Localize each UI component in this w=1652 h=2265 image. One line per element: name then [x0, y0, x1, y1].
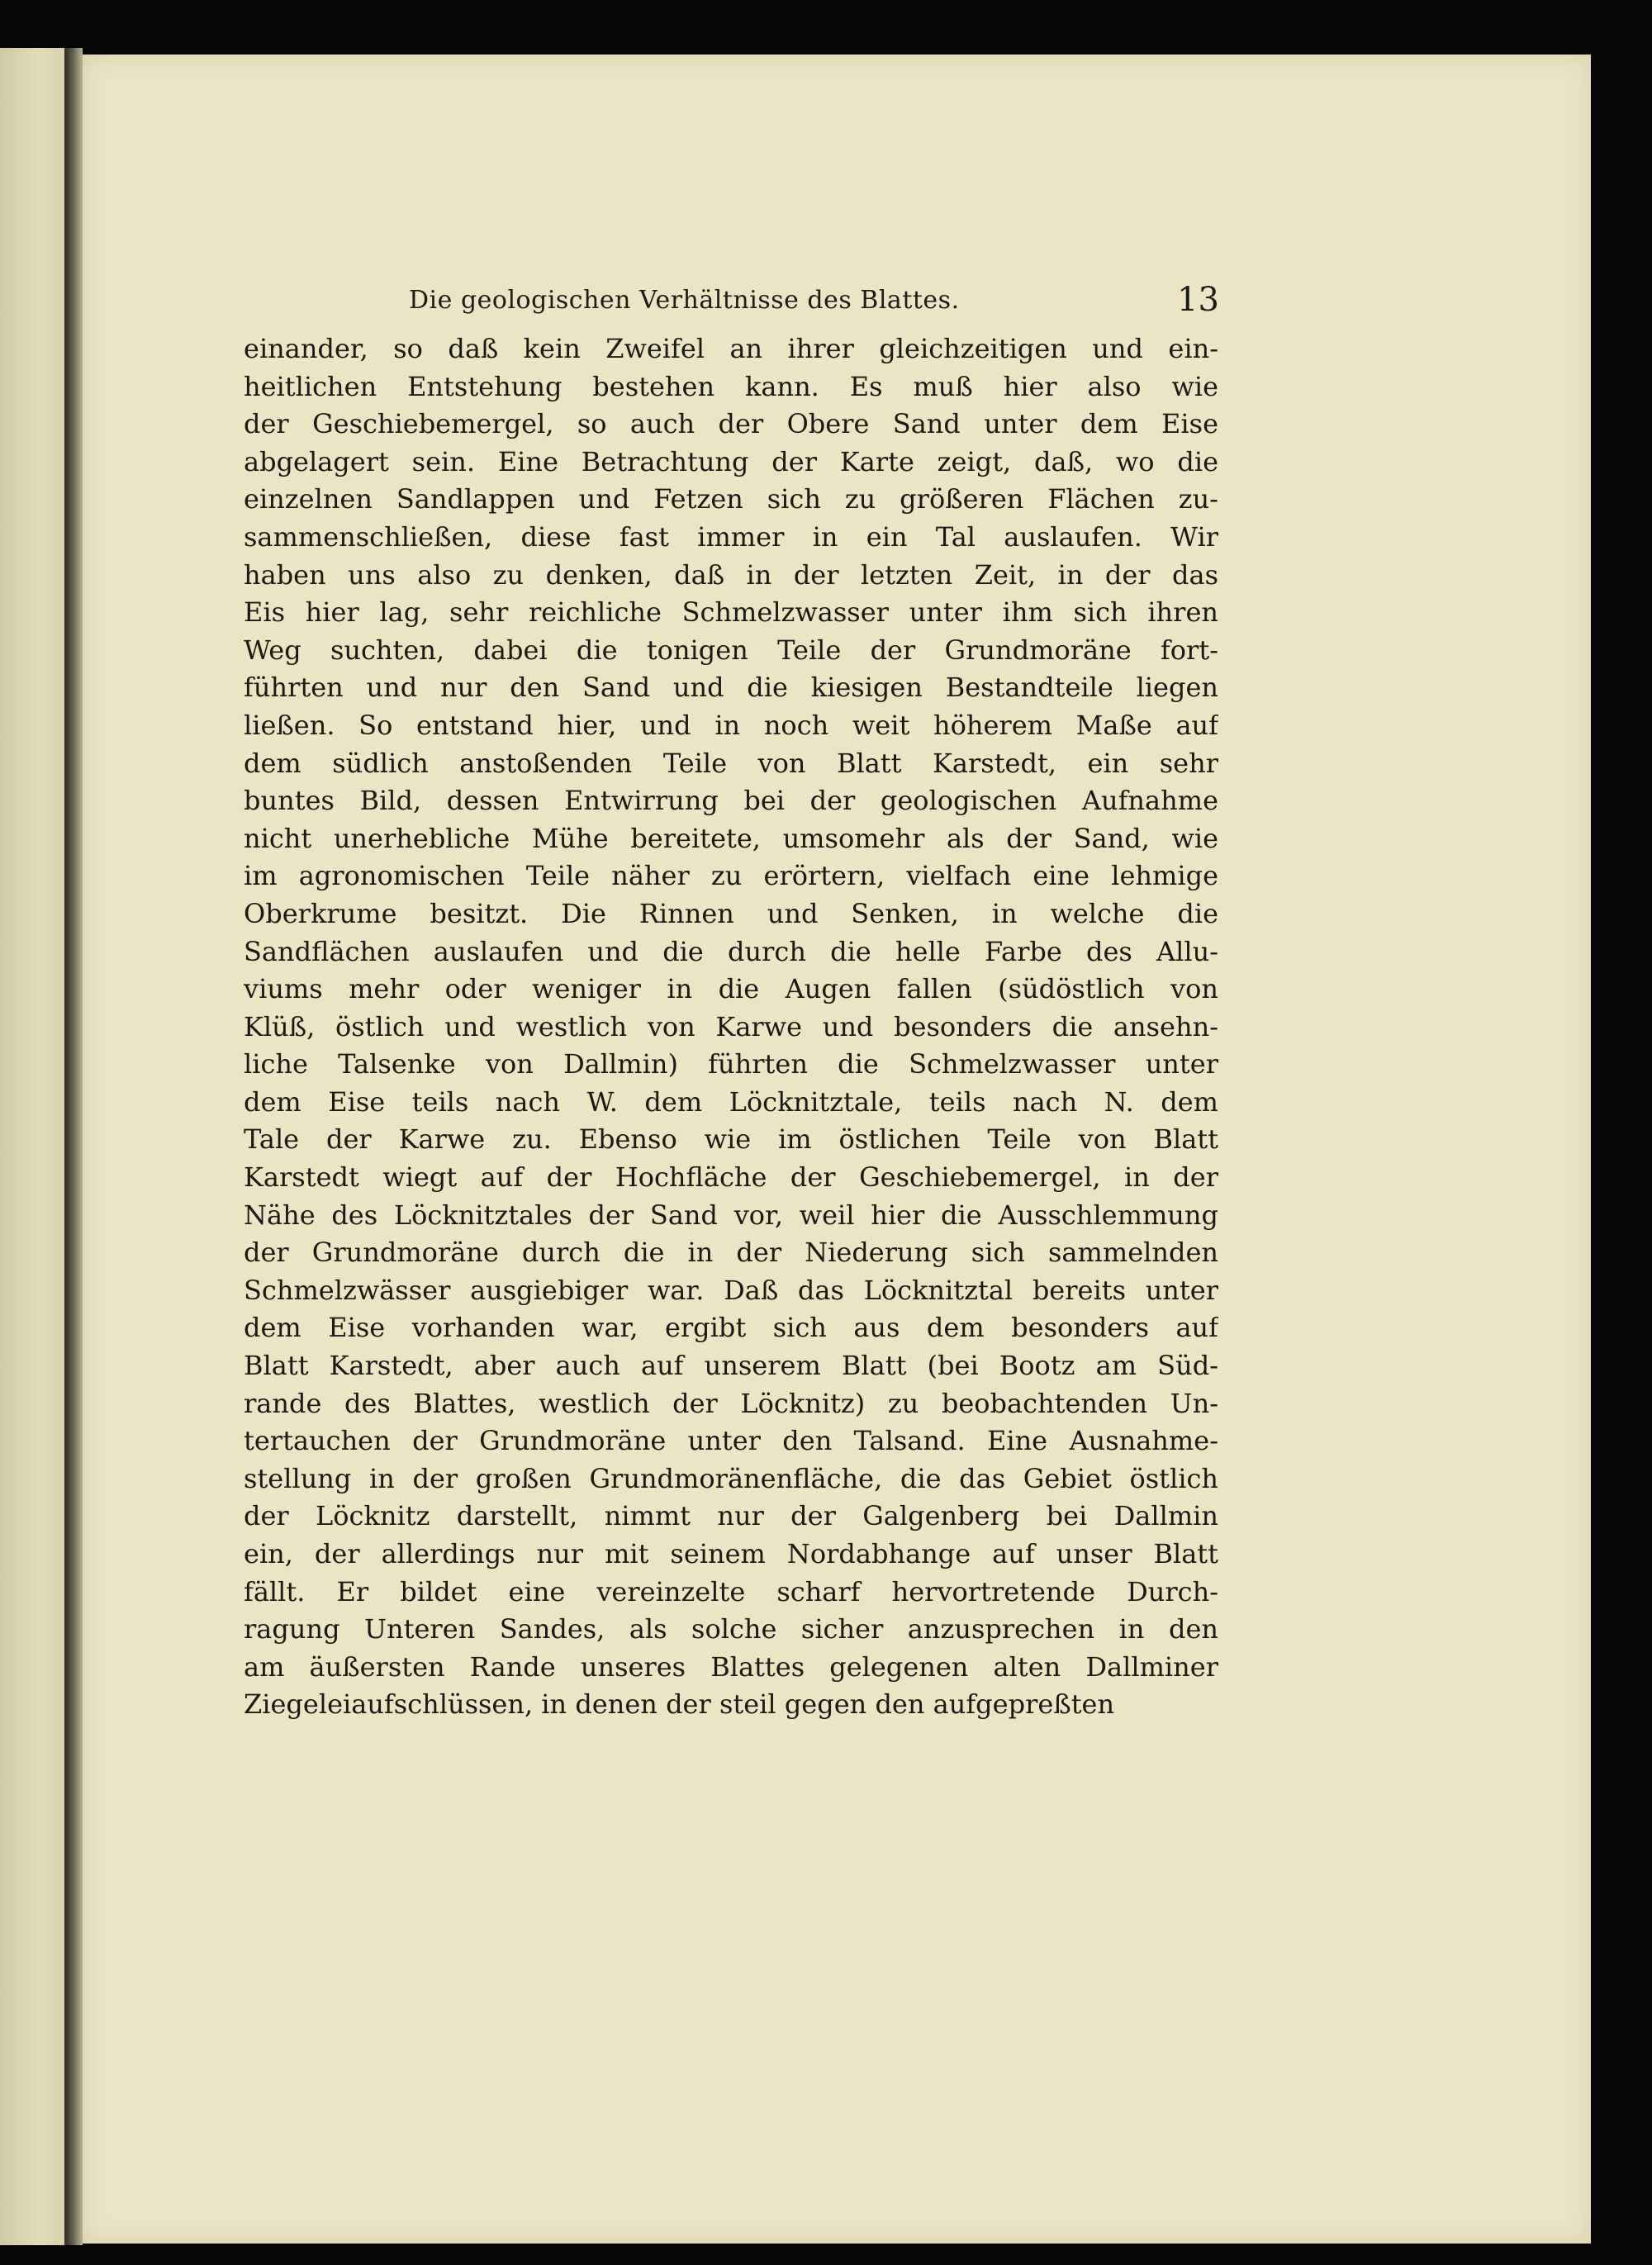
text-line: tertauchen der Grundmoräne unter den Talsand. Eine Ausnahme- [244, 1425, 1218, 1457]
text-line: Karstedt wiegt auf der Hochfläche der Geschiebemergel, in der [244, 1161, 1218, 1194]
text-line: Eis hier lag, sehr reichliche Schmelzwasser unter ihm sich ihren [244, 596, 1218, 629]
text-line: führten und nur den Sand und die kiesigen Bestandteile liegen [244, 672, 1218, 704]
text-line: haben uns also zu denken, daß in der letzten Zeit, in der das [244, 558, 1218, 591]
text-line: ragung Unteren Sandes, als solche sicher anzusprechen in den [244, 1613, 1218, 1645]
text-line: heitlichen Entstehung bestehen kann. Es muß hier also wie [244, 370, 1218, 402]
text-line: fällt. Er bildet eine vereinzelte scharf hervortretende Durch- [244, 1575, 1218, 1607]
text-line: viums mehr oder weniger in die Augen fallen (südöstlich von [244, 973, 1218, 1005]
text-line: buntes Bild, dessen Entwirrung bei der geologischen Aufnahme [244, 785, 1218, 817]
running-title: Die geologischen Verhältnisse des Blattes. [409, 286, 960, 315]
page-number: 13 [1177, 281, 1219, 319]
text-line: ließen. So entstand hier, und in noch weit höherem Maße auf [244, 709, 1218, 741]
text-line: stellung in der großen Grundmoränenfläche, die das Gebiet östlich [244, 1462, 1218, 1494]
text-line: dem Eise teils nach W. dem Löcknitztale, teils nach N. dem [244, 1085, 1218, 1118]
text-line: Ziegeleiaufschlüssen, in denen der steil gegen den aufgepreßten [244, 1688, 1115, 1721]
text-line: Blatt Karstedt, aber auch auf unserem Blatt (bei Bootz am Süd- [244, 1350, 1218, 1382]
running-head [409, 279, 1235, 329]
text-line: abgelagert sein. Eine Betrachtung der Karte zeigt, daß, wo die [244, 445, 1218, 477]
text-line: rande des Blattes, westlich der Löcknitz) zu beobachtenden Un- [244, 1387, 1218, 1419]
body-text [244, 330, 1218, 1724]
text-line: am äußersten Rande unseres Blattes gelegenen alten Dallminer [244, 1650, 1218, 1683]
text-line: sammenschließen, diese fast immer in ein Tal auslaufen. Wir [244, 520, 1218, 553]
text-line: dem südlich anstoßenden Teile von Blatt Karstedt, ein sehr [244, 747, 1218, 779]
text-line: liche Talsenke von Dallmin) führten die Schmelzwasser unter [244, 1048, 1218, 1080]
text-line: dem Eise vorhanden war, ergibt sich aus dem besonders auf [244, 1312, 1218, 1344]
facing-page-edge [0, 48, 64, 2245]
text-line: einzelnen Sandlappen und Fetzen sich zu größeren Flächen zu- [244, 483, 1218, 515]
text-line: Weg suchten, dabei die tonigen Teile der Grundmoräne fort- [244, 634, 1218, 666]
text-line: Sandflächen auslaufen und die durch die helle Farbe des Allu- [244, 935, 1218, 967]
text-line: Nähe des Löcknitztales der Sand vor, weil hier die Ausschlemmung [244, 1199, 1218, 1231]
text-line: der Grundmoräne durch die in der Niederung sich sammelnden [244, 1237, 1218, 1269]
book-spine-gutter [64, 48, 83, 2245]
text-line: einander, so daß kein Zweifel an ihrer gleichzeitigen und ein- [244, 333, 1218, 364]
text-line: Oberkrume besitzt. Die Rinnen und Senken, in welche die [244, 897, 1218, 929]
text-line: ein, der allerdings nur mit seinem Nordabhange auf unser Blatt [244, 1538, 1218, 1569]
text-line: im agronomischen Teile näher zu erörtern, vielfach eine lehmige [244, 860, 1218, 892]
text-line: Klüß, östlich und westlich von Karwe und besonders die ansehn- [244, 1010, 1218, 1042]
text-line: der Geschiebemergel, so auch der Obere Sand unter dem Eise [244, 408, 1218, 440]
text-line: nicht unerhebliche Mühe bereitete, umsomehr als der Sand, wie [244, 822, 1218, 854]
text-line: Tale der Karwe zu. Ebenso wie im östlichen Teile von Blatt [244, 1123, 1218, 1156]
text-line: der Löcknitz darstellt, nimmt nur der Galgenberg bei Dallmin [244, 1500, 1218, 1532]
text-line: Schmelzwässer ausgiebiger war. Daß das Löcknitztal bereits unter [244, 1274, 1218, 1306]
